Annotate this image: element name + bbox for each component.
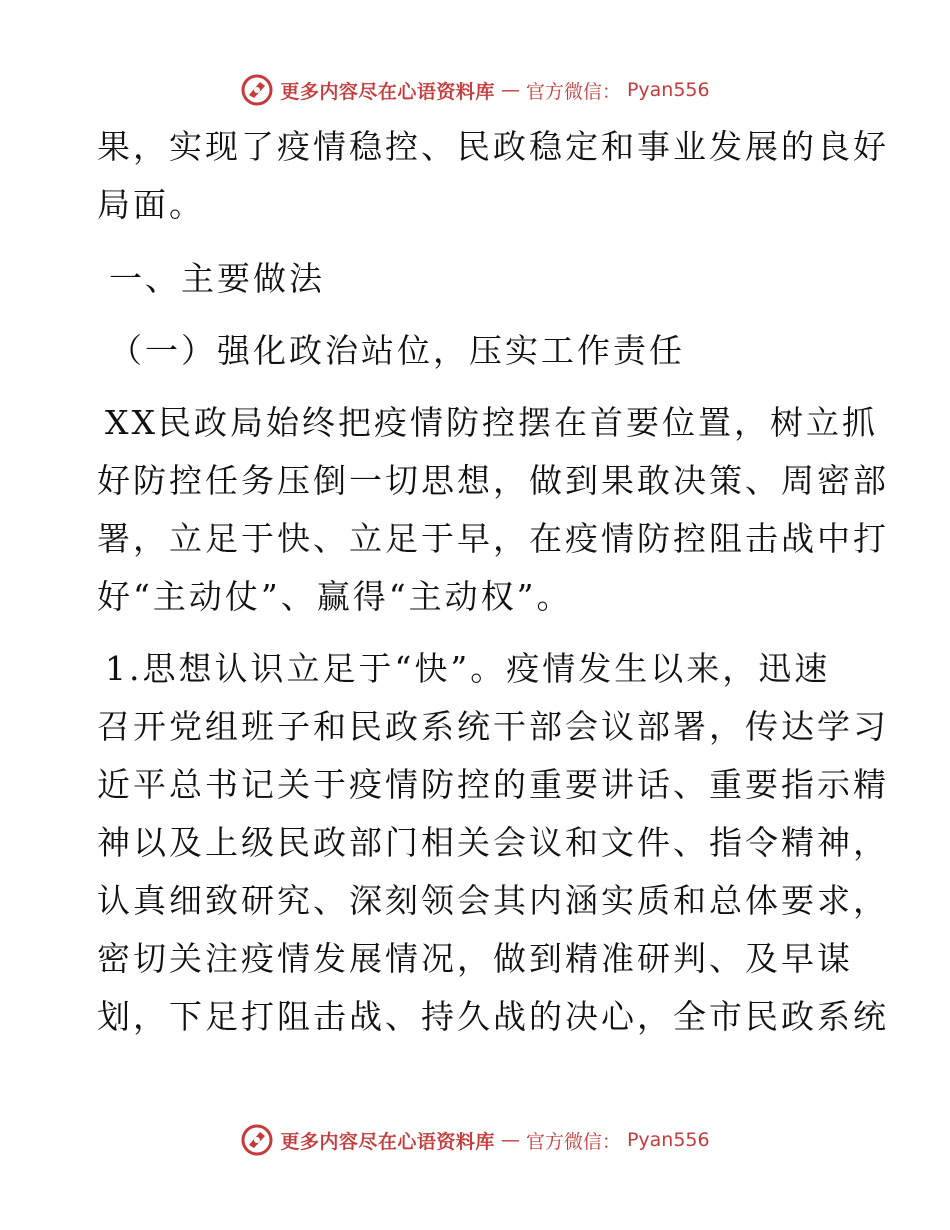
subsection-heading: （一）强化政治站位，压实工作责任 <box>109 331 685 370</box>
body-line: 果，实现了疫情稳控、民政稳定和事业发展的良好 <box>97 127 889 166</box>
watermark-account-label: 官方微信： <box>525 80 621 103</box>
body-line: 近平总书记关于疫情防控的重要讲话、重要指示精 <box>97 765 889 804</box>
watermark-separator: — <box>500 1129 520 1151</box>
header-watermark <box>0 70 950 110</box>
watermark-separator: — <box>500 79 520 101</box>
body-line: 划，下足打阻击战、持久战的决心，全市民政系统 <box>97 997 889 1036</box>
body-line: 署，立足于快、立足于早，在疫情防控阻击战中打 <box>97 519 889 558</box>
watermark-account-id: Pyan556 <box>626 1129 710 1151</box>
watermark-brand: 更多内容尽在心语资料库 <box>280 80 495 103</box>
brand-logo-icon <box>240 1123 274 1157</box>
watermark-brand: 更多内容尽在心语资料库 <box>280 1130 495 1153</box>
body-line: 局面。 <box>97 185 205 224</box>
body-line: 召开党组班子和民政系统干部会议部署，传达学习 <box>97 707 889 746</box>
watermark-account-label: 官方微信： <box>525 1130 621 1153</box>
body-line: 认真细致研究、深刻领会其内涵实质和总体要求， <box>97 881 889 920</box>
body-line: 好“主动仗”、赢得“主动权”。 <box>97 577 573 616</box>
brand-logo-icon <box>240 73 274 107</box>
body-line: 好防控任务压倒一切思想，做到果敢决策、周密部 <box>97 461 889 500</box>
body-line: 1.思想认识立足于“快”。疫情发生以来，迅速 <box>105 649 831 688</box>
footer-watermark <box>0 1120 950 1160</box>
body-line: 神以及上级民政部门相关会议和文件、指令精神， <box>97 823 889 862</box>
document-body <box>97 118 889 1046</box>
section-heading: 一、主要做法 <box>109 259 325 298</box>
body-line: XX民政局始终把疫情防控摆在首要位置，树立抓 <box>105 403 878 442</box>
watermark-account-id: Pyan556 <box>626 79 710 101</box>
body-line: 密切关注疫情发展情况，做到精准研判、及早谋 <box>97 939 853 978</box>
